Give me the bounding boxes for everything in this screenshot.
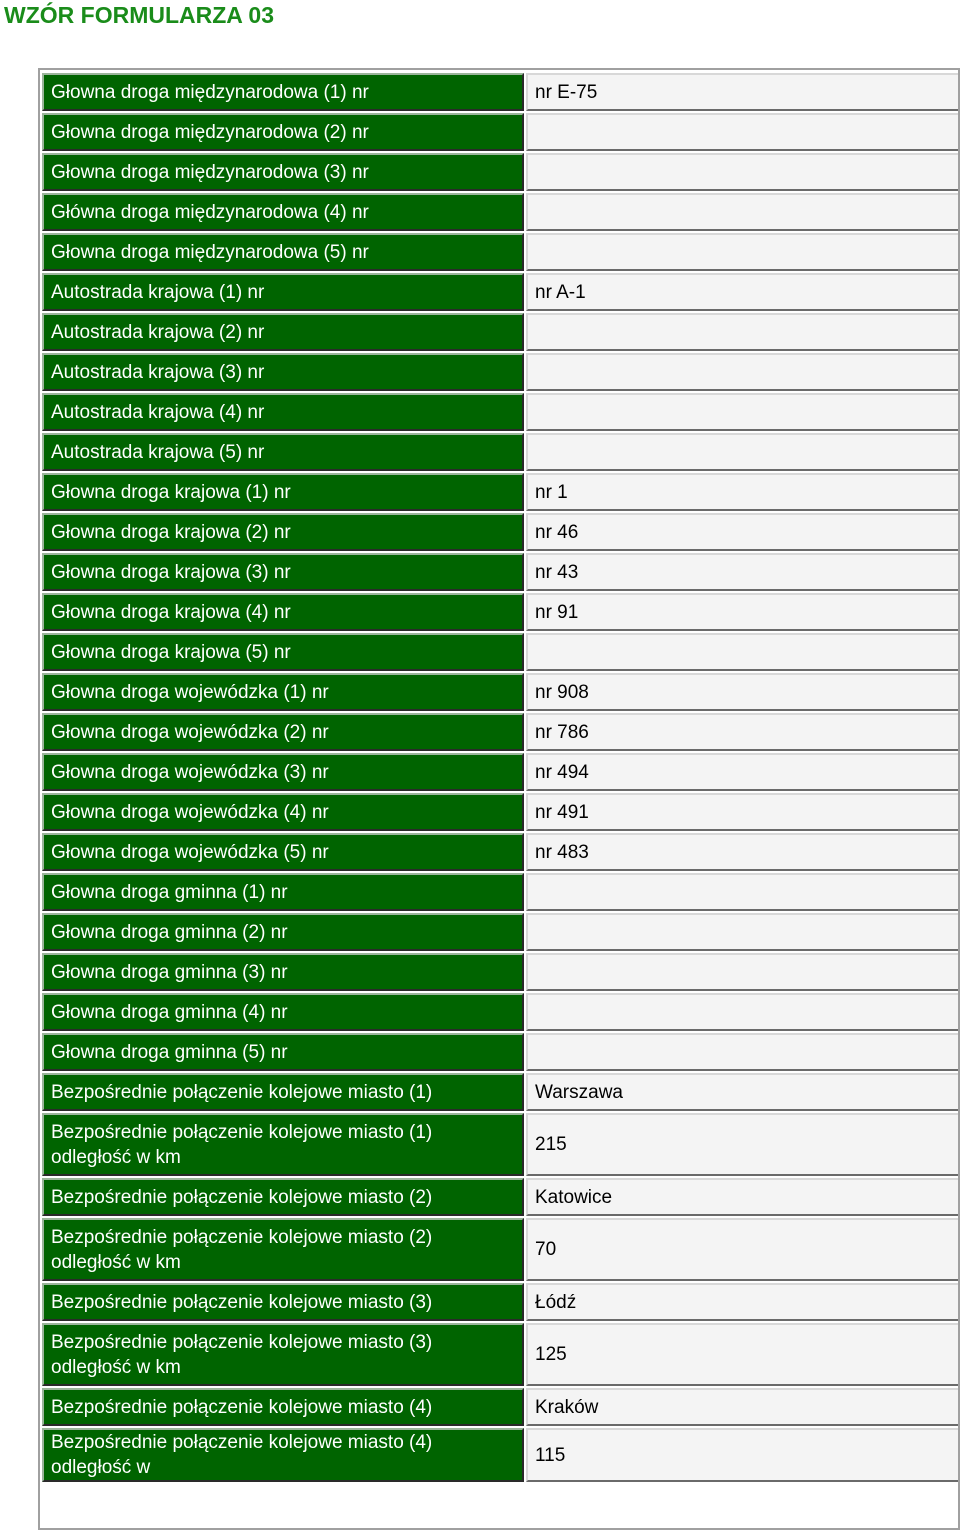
field-value: nr 786 [526, 713, 960, 751]
table-row [42, 513, 960, 551]
field-value [526, 153, 960, 191]
table-row [42, 913, 960, 951]
field-value [526, 233, 960, 271]
table-row [42, 473, 960, 511]
table-row [42, 1323, 960, 1386]
field-label: Głowna droga krajowa (3) nr [42, 553, 524, 591]
field-label: Głowna droga międzynarodowa (5) nr [42, 233, 524, 271]
table-row [42, 233, 960, 271]
table-row [42, 833, 960, 871]
table-row [42, 313, 960, 351]
field-label: Głowna droga krajowa (4) nr [42, 593, 524, 631]
field-label: Głowna droga krajowa (5) nr [42, 633, 524, 671]
field-value [526, 1033, 960, 1071]
table-row [42, 153, 960, 191]
field-value: Katowice [526, 1178, 960, 1216]
field-value: nr 46 [526, 513, 960, 551]
field-label: Autostrada krajowa (4) nr [42, 393, 524, 431]
form-table [40, 71, 960, 1484]
table-row [42, 1033, 960, 1071]
table-row [42, 1428, 960, 1482]
field-label: Głowna droga międzynarodowa (2) nr [42, 113, 524, 151]
field-value: Warszawa [526, 1073, 960, 1111]
table-row [42, 1113, 960, 1176]
table-row [42, 1178, 960, 1216]
field-value: nr 43 [526, 553, 960, 591]
field-value [526, 433, 960, 471]
table-row [42, 353, 960, 391]
table-row [42, 1073, 960, 1111]
table-row [42, 553, 960, 591]
field-label: Główna droga międzynarodowa (4) nr [42, 193, 524, 231]
table-row [42, 193, 960, 231]
field-value [526, 993, 960, 1031]
table-row [42, 1283, 960, 1321]
table-row [42, 713, 960, 751]
field-value [526, 913, 960, 951]
table-row [42, 793, 960, 831]
field-value: Łódź [526, 1283, 960, 1321]
table-row [42, 273, 960, 311]
field-label: Bezpośrednie połączenie kolejowe miasto (4) [42, 1388, 524, 1426]
page-title: WZÓR FORMULARZA 03 [4, 2, 275, 28]
table-row [42, 593, 960, 631]
field-label: Głowna droga gminna (5) nr [42, 1033, 524, 1071]
field-value: 125 [526, 1323, 960, 1386]
field-label: Głowna droga gminna (2) nr [42, 913, 524, 951]
table-row [42, 633, 960, 671]
field-label: Autostrada krajowa (1) nr [42, 273, 524, 311]
field-label: Autostrada krajowa (3) nr [42, 353, 524, 391]
field-value [526, 633, 960, 671]
field-label: Bezpośrednie połączenie kolejowe miasto (4) odległość w [42, 1428, 524, 1482]
field-value: nr 494 [526, 753, 960, 791]
field-value: nr 91 [526, 593, 960, 631]
table-row [42, 953, 960, 991]
table-row [42, 73, 960, 111]
field-value: nr 483 [526, 833, 960, 871]
table-row [42, 393, 960, 431]
field-label: Bezpośrednie połączenie kolejowe miasto (1) odległość w km [42, 1113, 524, 1176]
field-label: Autostrada krajowa (2) nr [42, 313, 524, 351]
field-value: 215 [526, 1113, 960, 1176]
field-value [526, 313, 960, 351]
field-label: Bezpośrednie połączenie kolejowe miasto (3) [42, 1283, 524, 1321]
field-value: Kraków [526, 1388, 960, 1426]
field-value [526, 353, 960, 391]
table-row [42, 753, 960, 791]
field-label: Głowna droga wojewódzka (5) nr [42, 833, 524, 871]
field-label: Głowna droga wojewódzka (1) nr [42, 673, 524, 711]
field-label: Głowna droga gminna (1) nr [42, 873, 524, 911]
field-label: Głowna droga międzynarodowa (1) nr [42, 73, 524, 111]
field-value [526, 953, 960, 991]
field-label: Autostrada krajowa (5) nr [42, 433, 524, 471]
field-value: nr 491 [526, 793, 960, 831]
field-value: nr A-1 [526, 273, 960, 311]
field-label: Głowna droga wojewódzka (2) nr [42, 713, 524, 751]
table-row [42, 873, 960, 911]
field-label: Bezpośrednie połączenie kolejowe miasto (3) odległość w km [42, 1323, 524, 1386]
table-row [42, 433, 960, 471]
field-label: Głowna droga wojewódzka (4) nr [42, 793, 524, 831]
table-row [42, 1218, 960, 1281]
field-value: nr 908 [526, 673, 960, 711]
field-value: nr 1 [526, 473, 960, 511]
field-label: Głowna droga krajowa (1) nr [42, 473, 524, 511]
field-label: Bezpośrednie połączenie kolejowe miasto (2) odległość w km [42, 1218, 524, 1281]
field-label: Bezpośrednie połączenie kolejowe miasto (2) [42, 1178, 524, 1216]
field-label: Głowna droga gminna (3) nr [42, 953, 524, 991]
table-row [42, 1388, 960, 1426]
table-row [42, 673, 960, 711]
field-value [526, 113, 960, 151]
field-value: nr E-75 [526, 73, 960, 111]
table-row [42, 993, 960, 1031]
field-value [526, 193, 960, 231]
field-value: 70 [526, 1218, 960, 1281]
field-label: Bezpośrednie połączenie kolejowe miasto (1) [42, 1073, 524, 1111]
field-value [526, 393, 960, 431]
field-label: Głowna droga krajowa (2) nr [42, 513, 524, 551]
field-value [526, 873, 960, 911]
form-table-container [38, 68, 960, 1530]
field-label: Głowna droga gminna (4) nr [42, 993, 524, 1031]
field-value: 115 [526, 1428, 960, 1482]
field-label: Głowna droga międzynarodowa (3) nr [42, 153, 524, 191]
field-label: Głowna droga wojewódzka (3) nr [42, 753, 524, 791]
table-row [42, 113, 960, 151]
